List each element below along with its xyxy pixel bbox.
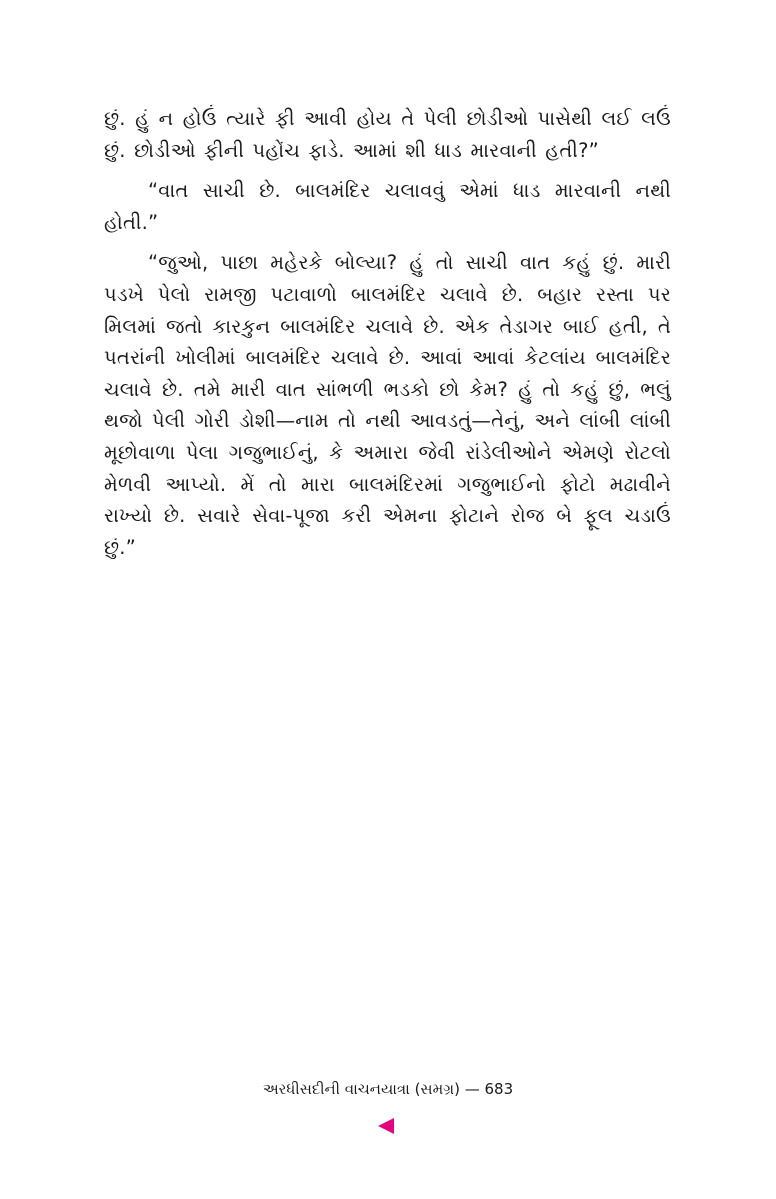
- body-text: [104, 103, 671, 572]
- paragraph-1: છું. હું ન હોઉં ત્યારે ફી આવી હોય તે પેલી છોડીઓ પાસેથી લઈ લઉં છું. છોડીઓ ફીની પહોંચ ફાડે. આમાં શી ધાડ મારવાની હતી?”: [104, 107, 671, 162]
- paragraph-2: “વાત સાચી છે. બાલમંદિર ચલાવવું એમાં ધાડ મારવાની નથી હોતી.”: [104, 179, 671, 234]
- previous-page-arrow-icon[interactable]: [378, 1118, 394, 1134]
- paragraph-3: “જુઓ, પાછા મહેરકે બોલ્યા? હું તો સાચી વાત કહું છું. મારી પડખે પેલો રામજી પટાવાળો બાલમંદિર ચલાવે છે. બહાર રસ્તા પર મિલમાં જતો કારકુન બાલમંદિર ચલાવે છે. એક તેડાગર બાઈ હતી, તે પતરાંની ખોલીમાં બાલમંદિર ચલાવે છે. આવાં આવાં કેટલાંય બાલમંદિર ચલાવે છે. તમે મારી વાત સાંભળી ભડકો છો કેમ? હું તો કહું છું, ભલું થજો પેલી ગોરી ડોશી—નામ તો નથી આવડતું—તેનું, અને લાંબી લાંબી મૂછોવાળા પેલા ગજુભાઈનું, કે અમારા જેવી રાંડેલીઓને એમણે રોટલો મેળવી આપ્યો. મેં તો મારા બાલમંદિરમાં ગજુભાઈનો ફોટો મઢાવીને રાખ્યો છે. સવારે સેવા-પૂજા કરી એમના ફોટાને રોજ બે ફૂલ ચડાઉં છું.”: [104, 251, 671, 559]
- page-footer: અરધીસદીની વાચનયાત્રા (સમગ્ર) — 683: [262, 1080, 514, 1098]
